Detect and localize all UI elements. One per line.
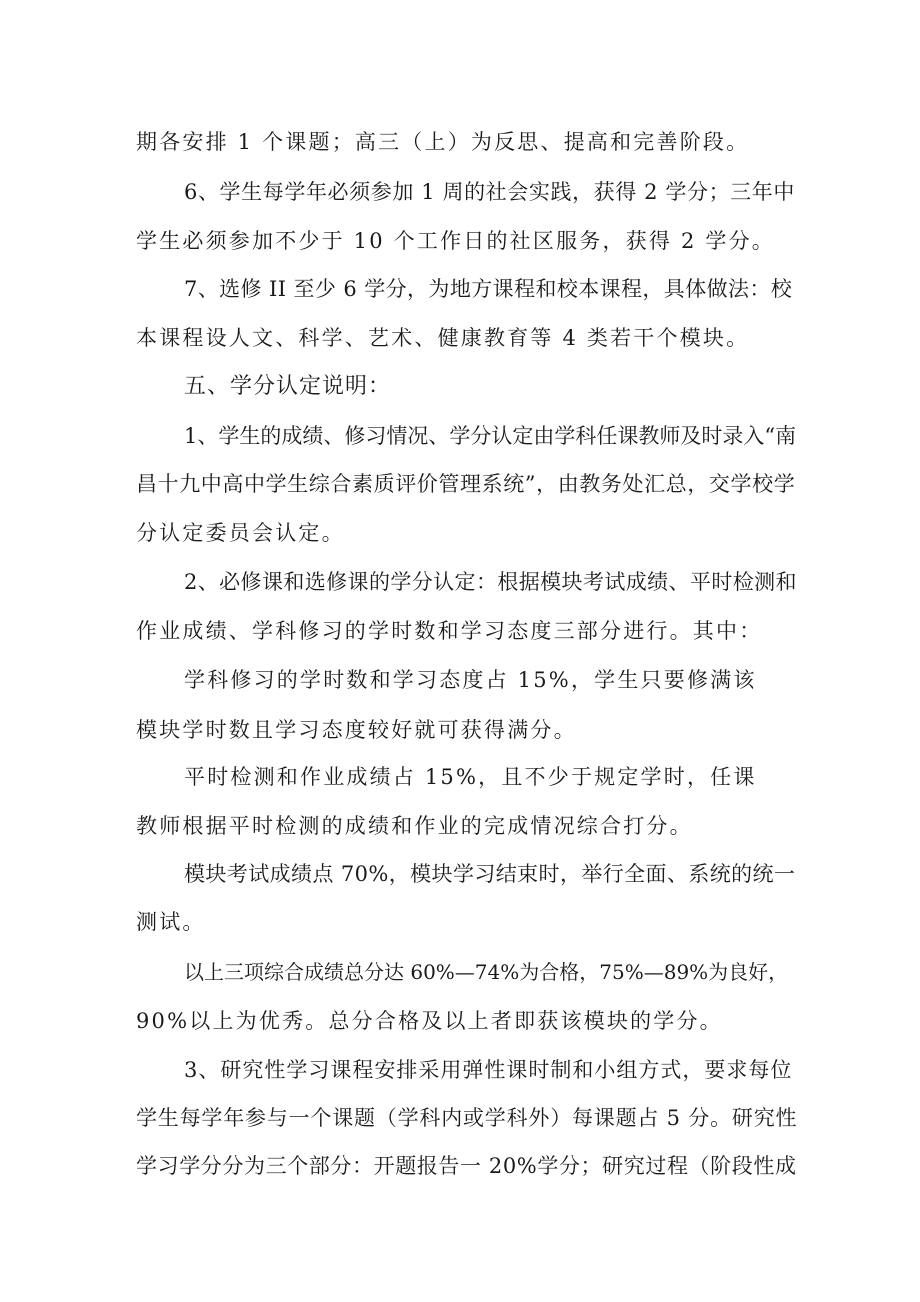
text-line: 模块考试成绩点 70%，模块学习结束时，举行全面、系统的统一: [184, 862, 796, 886]
text-line: 学生每学年参与一个课题（学科内或学科外）每课题占 5 分。研究性: [136, 1106, 798, 1130]
text-line: 昌十九中高中学生综合素质评价管理系统”，由教务处汇总，交学校学: [136, 472, 796, 496]
text-line: 6、学生每学年必须参加 1 周的社会实践，获得 2 学分；三年中: [184, 180, 795, 204]
text-line: 3、研究性学习课程安排采用弹性课时制和小组方式，要求每位: [184, 1058, 793, 1082]
text-line: 学习学分分为三个部分：开题报告一 20%学分；研究过程（阶段性成: [136, 1154, 797, 1178]
text-line: 分认定委员会认定。: [136, 521, 345, 545]
text-line: 2、必修课和选修课的学分认定：根据模块考试成绩、平时检测和: [184, 570, 797, 594]
text-line: 以上三项综合成绩总分达 60%—74%为合格，75%—89%为良好，: [184, 960, 789, 984]
text-line: 教师根据平时检测的成绩和作业的完成情况综合打分。: [136, 814, 693, 838]
text-line: 测试。: [136, 910, 206, 934]
text-line: 平时检测和作业成绩占 15%，且不少于规定学时，任课: [184, 765, 757, 789]
text-line: 学科修习的学时数和学习态度占 15%，学生只要修满该: [184, 668, 757, 692]
text-line: 作业成绩、学科修习的学时数和学习态度三部分进行。其中：: [136, 619, 763, 643]
text-line: 模块学时数且学习态度较好就可获得满分。: [136, 718, 577, 742]
text-line: 1、学生的成绩、修习情况、学分认定由学科任课教师及时录入“南: [184, 424, 797, 448]
section-heading: 五、学分认定说明：: [184, 374, 392, 399]
text-line: 本课程设人文、科学、艺术、健康教育等 4 类若干个模块。: [136, 326, 750, 350]
text-line: 7、选修 II 至少 6 学分，为地方课程和校本课程，具体做法：校: [184, 277, 793, 301]
text-line: 90%以上为优秀。总分合格及以上者即获该模块的学分。: [136, 1009, 723, 1033]
text-line: 期各安排 1 个课题；高三（上）为反思、提高和完善阶段。: [136, 130, 750, 154]
text-line: 学生必须参加不少于 10 个工作日的社区服务，获得 2 学分。: [136, 229, 775, 253]
